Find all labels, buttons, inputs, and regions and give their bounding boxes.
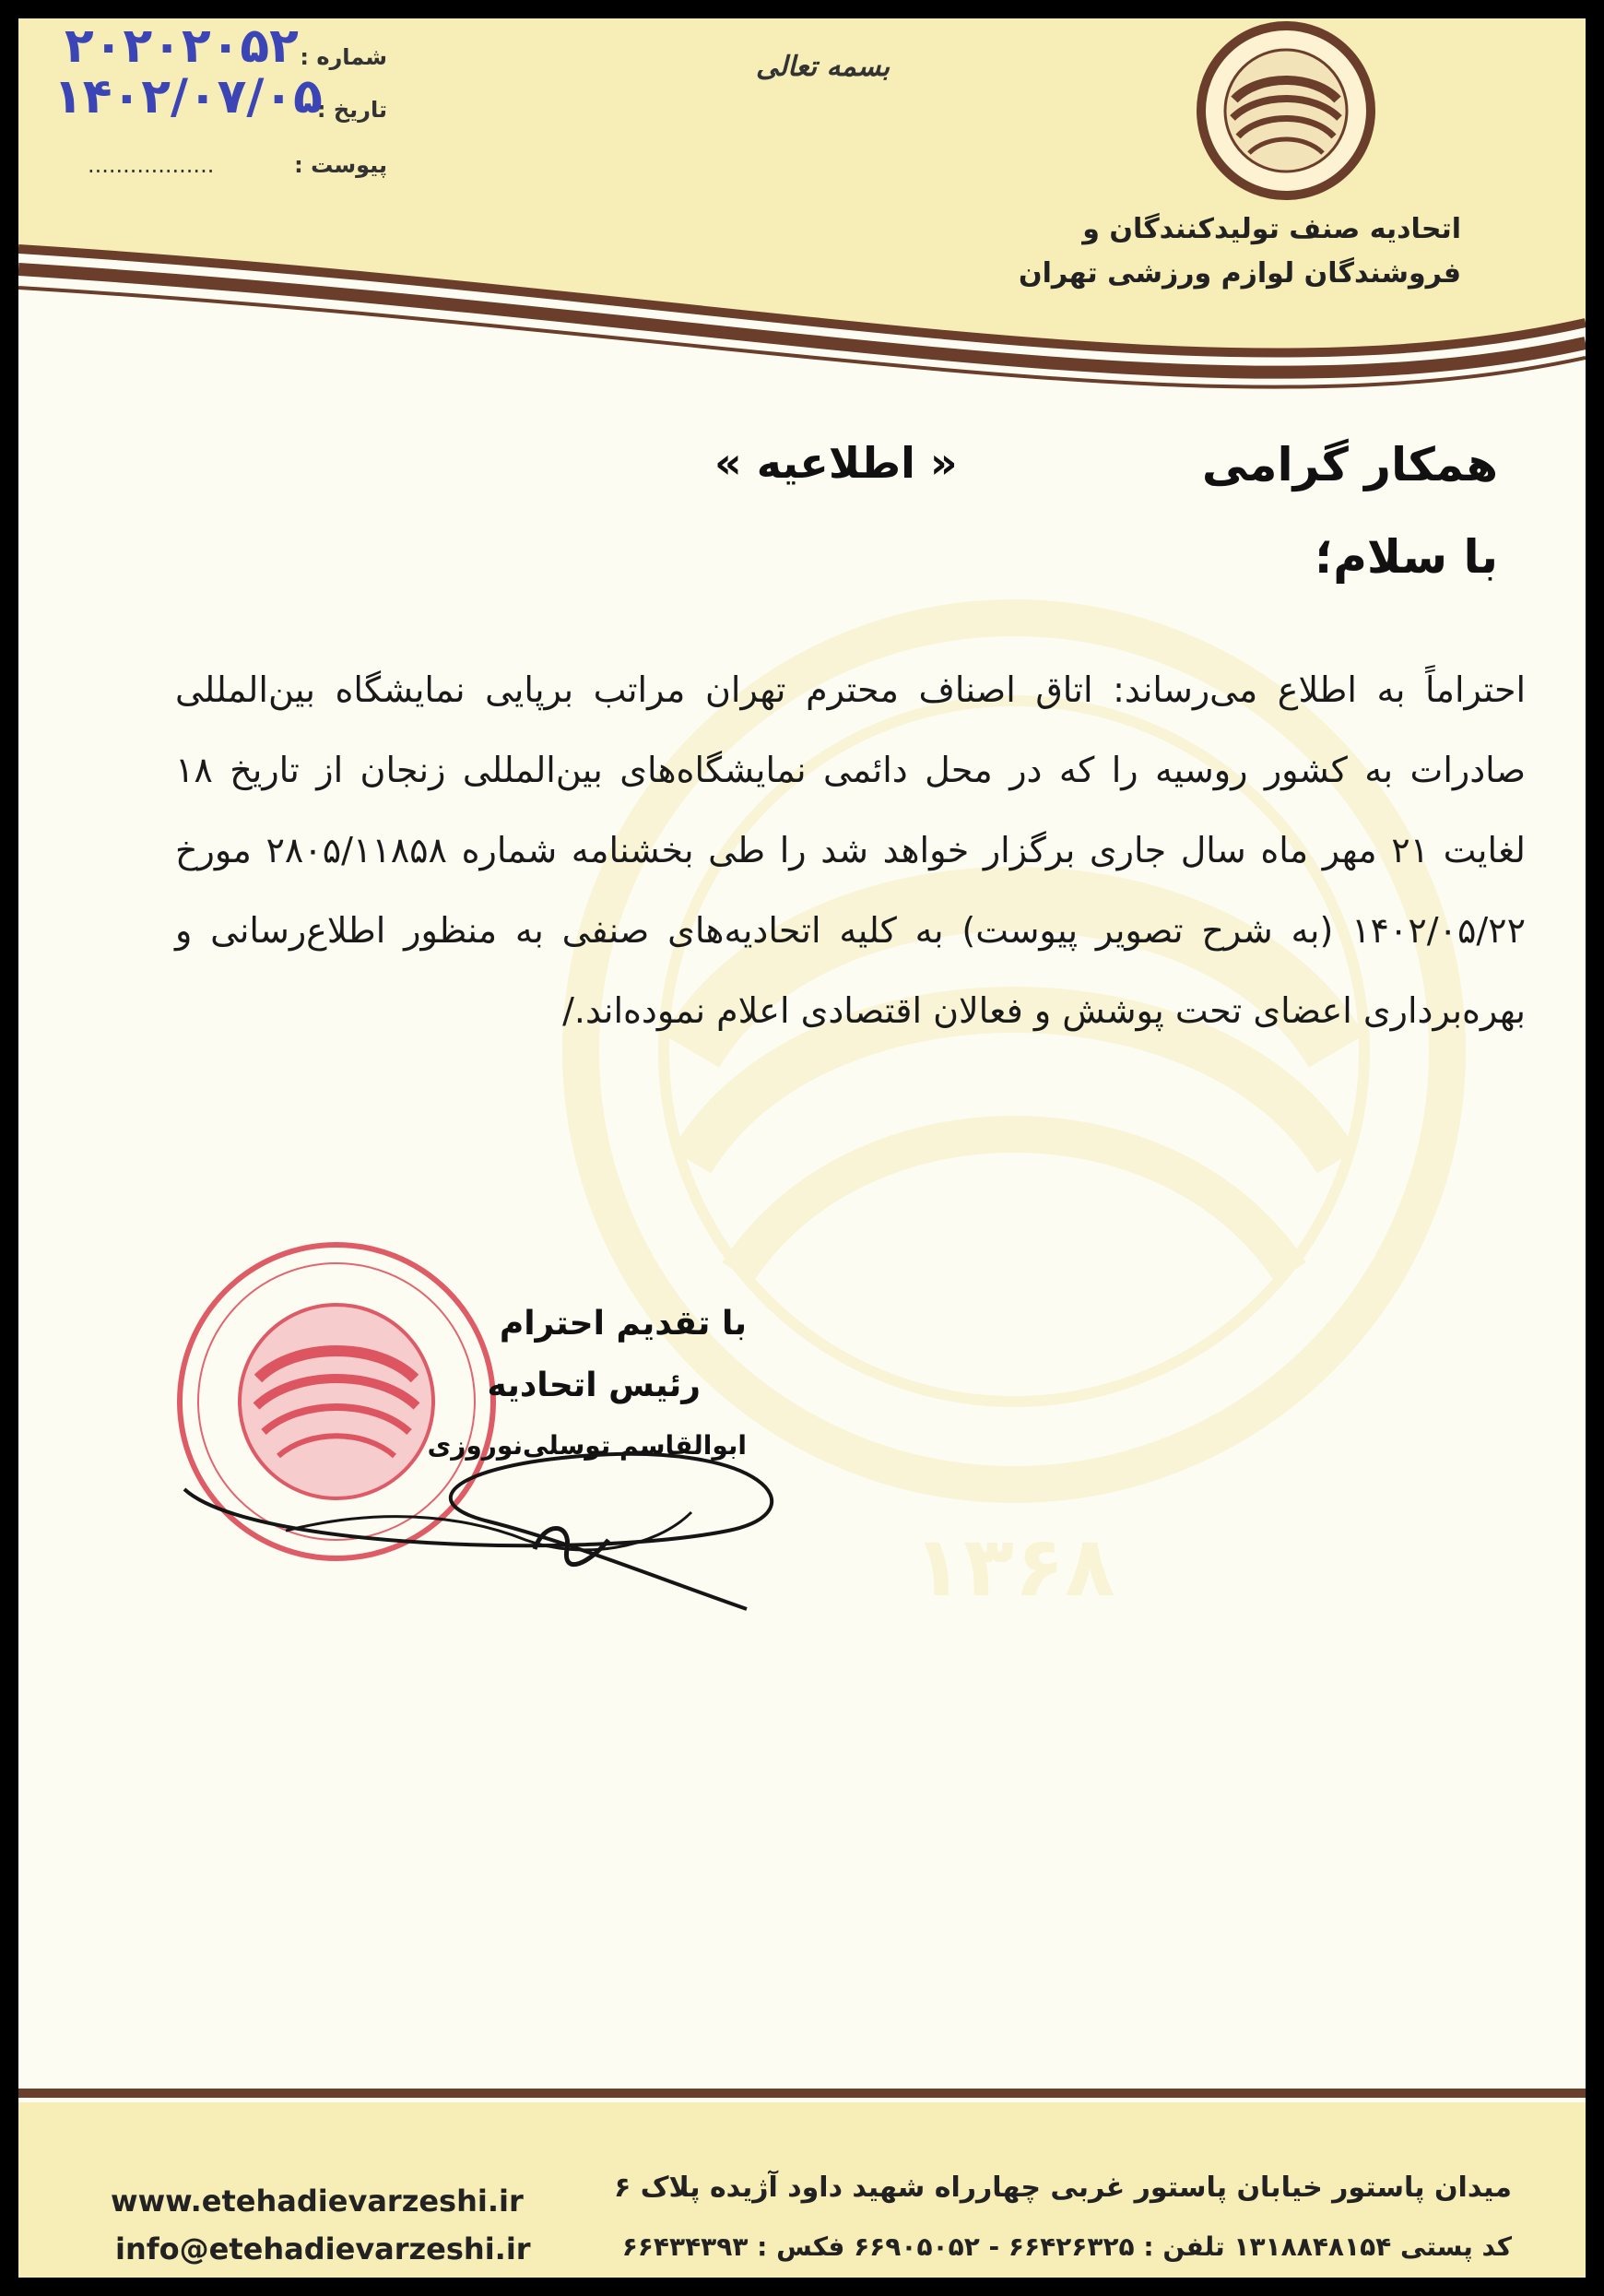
- date-value: ۱۴۰۲/۰۷/۰۵: [53, 69, 323, 124]
- contact-numbers: کد پستی ۱۳۱۸۸۴۸۱۵۴ تلفن : ۶۶۴۲۶۳۲۵ - ۶۶۹۰۵۰۵۲ فکس : ۶۶۴۳۴۳۹۳: [621, 2231, 1512, 2262]
- watermark-number: ۱۳۶۸: [913, 1519, 1115, 1615]
- attachment-label: پیوست :: [294, 152, 387, 178]
- org-name-line1: اتحادیه صنف تولیدکنندگان و: [1082, 213, 1461, 245]
- signer-name: ابوالقاسم توسلی‌نوروزی: [427, 1430, 747, 1461]
- notice-title: « اطلاعیه »: [714, 438, 958, 488]
- handwritten-signature: [175, 1402, 820, 1632]
- footer-rule: [18, 2089, 1586, 2098]
- union-logo: [1194, 18, 1378, 203]
- number-value: ۲۰۲۰۲۰۵۲: [65, 18, 299, 74]
- letter-body: احتراماً به اطلاع می‌رساند: اتاق اصناف محترم تهران مراتب برپایی نمایشگاه بین‌المللی صادرات به کشور روسیه را که در محل دائمی نمایشگاه‌های بین‌المللی زنجان از تاریخ ۱۸ لغایت ۲۱ مهر ماه سال جاری برگزار خواهد شد را طی بخشنامه شماره ۲۸۰۵/۱۱۸۵۸ مورخ ۱۴۰۲/۰۵/۲۲ (به شرح تصویر پیوست) به کلیه اتحادیه‌های صنفی به منظور اطلاع‌رسانی و بهره‌برداری اعضای تحت پوشش و فعالان اقتصادی اعلام نموده‌اند./: [175, 669, 1526, 1031]
- basmala-heading: بسمه تعالی: [756, 51, 890, 83]
- address-line: میدان پاستور خیابان پاستور غربی چهارراه شهید داود آژیده پلاک ۶: [614, 2172, 1512, 2204]
- organization-name: [1000, 207, 1461, 296]
- closing-phrase: با تقدیم احترام: [499, 1305, 747, 1343]
- date-label: تاریخ :: [316, 97, 387, 123]
- salutation: با سلام؛: [1315, 530, 1498, 584]
- email-link[interactable]: info@etehadievarzeshi.ir: [115, 2231, 531, 2266]
- number-label: شماره :: [300, 44, 387, 70]
- greeting: همکار گرامی: [1201, 438, 1498, 491]
- signer-title: رئیس اتحادیه: [487, 1367, 701, 1404]
- website-link[interactable]: www.etehadievarzeshi.ir: [111, 2184, 524, 2219]
- attachment-value: ..................: [88, 152, 215, 178]
- org-name-line2: فروشندگان لوازم ورزشی تهران: [1019, 257, 1461, 290]
- letter-sheet: [18, 18, 1586, 2278]
